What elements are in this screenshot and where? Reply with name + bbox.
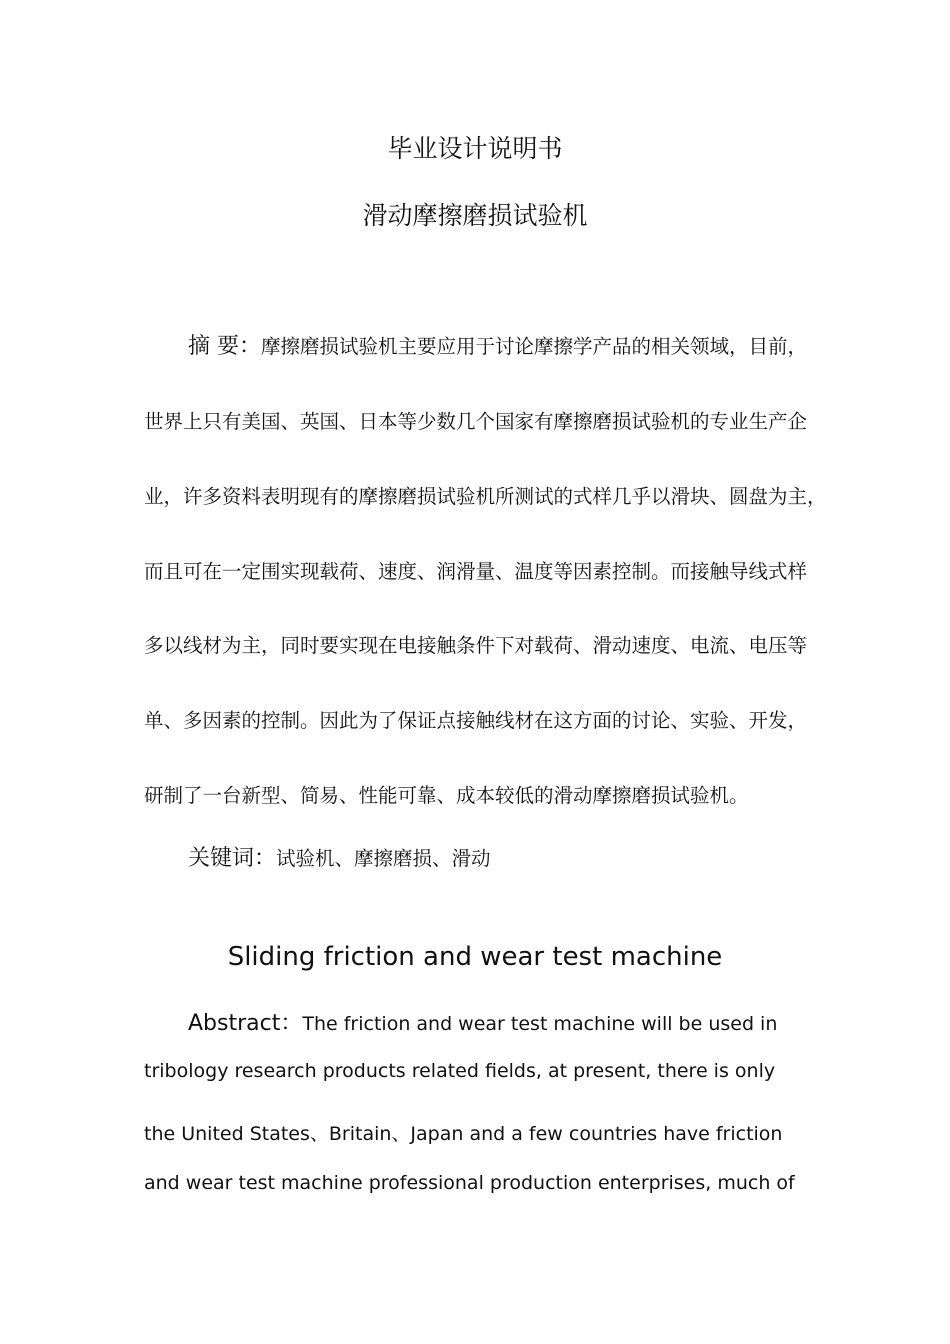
abstract-cn-line: 多以线材为主，同时要实现在电接触条件下对载荷、滑动速度、电流、电压等 [144,634,808,657]
abstract-cn-line: 世界上只有美国、英国、日本等少数几个国家有摩擦磨损试验机的专业生产企 [144,410,808,433]
abstract-en-line: the United States、Britain、Japan and a few countries have friction [144,1123,783,1145]
document-subtitle: 滑动摩擦磨损试验机 [362,201,588,230]
english-title: Sliding friction and wear test machine [227,942,723,972]
keywords-cn [188,848,491,870]
abstract-cn-first-line [188,336,807,358]
abstract-en-line: tribology research products related fields, at present, there is only [144,1060,776,1082]
abstract-en-line: The friction and wear test machine will be used in [302,1013,778,1035]
keywords-cn-value: 试验机、摩擦磨损、滑动 [276,847,491,870]
abstract-cn-label: 摘 要： [188,334,261,359]
abstract-cn-line: 研制了一台新型、简易、性能可靠、成本较低的滑动摩擦磨损试验机。 [144,784,749,807]
abstract-cn-line: 而且可在一定围实现载荷、速度、润滑量、温度等因素控制。而接触导线式样 [144,560,808,583]
keywords-cn-label: 关键词： [188,846,277,871]
abstract-en-first-line [188,1013,777,1035]
abstract-en-line: and wear test machine professional production enterprises, much of [144,1172,795,1194]
document-title: 毕业设计说明书 [387,134,563,163]
abstract-cn-line: 摩擦磨损试验机主要应用于讨论摩擦学产品的相关领域，目前， [261,335,808,358]
abstract-en-label: Abstract： [188,1011,303,1036]
abstract-cn-line: 业，许多资料表明现有的摩擦磨损试验机所测试的式样几乎以滑块、圆盘为主， [144,485,827,508]
abstract-cn-line: 单、多因素的控制。因此为了保证点接触线材在这方面的讨论、实验、开发， [144,709,808,732]
